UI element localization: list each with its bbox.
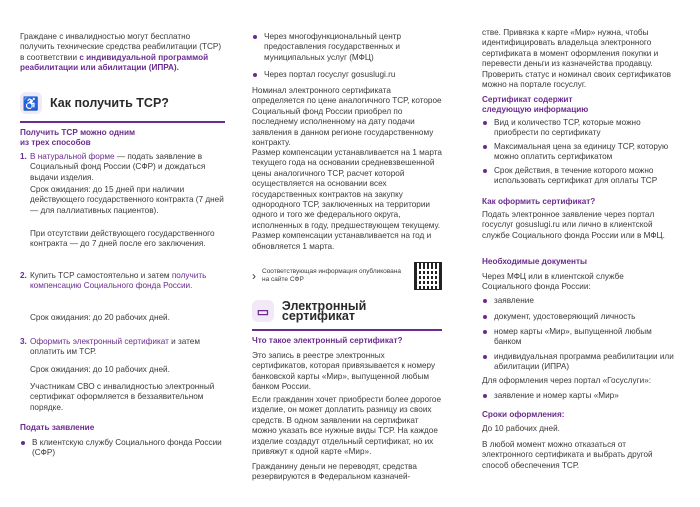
apply-item: В клиентскую службу Социального фонда России (СФР) [20,438,225,459]
qr-caption: Соответствующая информация опубликована на сайте СФР [262,268,401,283]
intro-plain: Граждане с инвалидностью могут бесплатно получить технические средства реабилитации (ТСР) в соответствии [20,32,222,62]
intro-highlight: с индивидуальной программой реабилитации или абилитации (ИПРА). [20,52,209,73]
way-2-number: 2. [20,271,27,280]
compensation-text: Размер компенсации устанавливается на 1 марта текущего года на основании средневзвешенной цены аналогичного ТСР, расчет которой осуществляется на основании всех государственных контрактов на закупку однородного ТСР, заключенных на территории одного и того же федерального округа, исполненных в году, предшествующем текущему. Размер компенсации устанавливается на год и обновляется 1 марта. [252,148,442,251]
terms-text: До 10 рабочих дней. [482,424,560,433]
doc-item: индивидуальная программа реабилитации или абилитации (ИПРА) [482,352,684,373]
docs-intro: Через МФЦ или в клиентской службе Социального фонда России: [482,272,624,292]
section-divider-certificate [252,329,442,331]
ways-heading-line2: из трех способов [20,138,91,148]
if-text: Если гражданин хочет приобрести более дорогое изделие, он может доплатить разницу из своих средств. В одном заявлении на сертификат можно указать все нужные виды ТСР. На каждое изделие создадут отдельный сертификат, но их привяжут к одной карте «Мир». [252,395,442,457]
way-1-term: Срок ожидания: до 15 дней при наличии действующего государственного контракта (7 дней — для паллиативных пациентов). [30,185,224,215]
way-1-number: 1. [20,152,27,161]
terms-heading: Сроки оформления: [482,410,565,419]
contains-heading [482,95,588,116]
way-3-number: 3. [20,337,27,346]
what-text: Это запись в реестре электронных сертификатов, которая привязывается к номеру банковской карты «Мир», выпущенной любым банком России. [252,351,436,392]
card-text: стве. Привязка к карте «Мир» нужна, чтобы идентифицировать владельца электронного сертификата в момент оформления покупки и перевести деньги из казначейства продавцу. Проверить статус и номинал своих сертификатов можно на портале госуслуг. [482,28,672,90]
portal-intro: Для оформления через портал «Госуслуги»: [482,376,652,385]
qr-block [252,262,442,290]
apply-item-portal: Через портал госуслуг gosuslugi.ru [252,70,442,80]
what-heading: Что такое электронный сертификат? [252,336,403,345]
way-2 [20,271,225,292]
contains-item: Максимальная цена за единицу ТСР, которую можно оплатить сертификатом [482,142,684,163]
doc-item: номер карты «Мир», выпущенной любым банком [482,327,674,348]
way-3-highlight: Оформить электронный сертификат [30,337,169,346]
contains-item: Вид и количество ТСР, которые можно приобрести по сертификату [482,118,684,139]
doc-item: заявление [482,296,684,306]
document-icon: ▭ [252,300,274,322]
how-text: Подать электронное заявление через портал госуслуг gosuslugi.ru или лично в клиентской службе Социального фонда России или в МФЦ. [482,210,665,240]
section-title: Как получить ТСР? [50,95,169,110]
how-heading: Как оформить сертификат? [482,197,596,206]
way-3 [20,337,225,358]
ways-heading [20,128,135,149]
ways-heading-line1: Получить ТСР можно одним [20,128,136,137]
docs-heading: Необходимые документы [482,257,587,266]
portal-doc-item: заявление и номер карты «Мир» [482,391,684,401]
way-2-highlight: получить компенсацию Социального фонда России. [30,271,207,291]
section-heading-how [20,92,169,114]
contains-item: Срок действия, в течение которого можно использовать сертификат для оплаты ТСР [482,166,684,187]
way-1-no-contract: При отсутствии действующего государственного контракта — до 7 дней после его заключения. [30,229,215,249]
contains-heading-line1: Сертификат содержит [482,95,573,104]
contains-heading-line2: следующую информацию [482,105,589,115]
nominal-text: Номинал электронного сертификата определяется по цене аналогичного ТСР, которое Социальный фонд России приобрел по последнему исполненному на дату подачи заявления в данном регионе государственному контракту. [252,86,442,148]
way-1-text: — подать заявление в Социальный фонд России (СФР) и дождаться выдачи изделия. [30,152,206,182]
way-3-term: Срок ожидания: до 10 рабочих дней. [30,365,170,374]
way-2-term: Срок ожидания: до 20 рабочих дней. [30,313,170,322]
apply-heading: Подать заявление [20,423,95,432]
way-1-highlight: В натуральной форме [30,152,115,161]
chevron-right-icon: › [252,268,256,283]
intro-text [20,32,225,74]
way-3-text: и затем оплатить им ТСР. [30,337,200,357]
accessibility-icon: ♿ [20,92,42,114]
way-2-text: Купить ТСР самостоятельно и затем [30,271,172,280]
qr-code[interactable] [414,262,442,290]
doc-item: документ, удостоверяющий личность [482,312,684,322]
refuse-text: В любой момент можно отказаться от электронного сертификата и выбрать другой способ обеспечения ТСР. [482,440,653,470]
money-text: Гражданину деньги не переводят, средства резервируются в Федеральном казначей- [252,462,417,482]
apply-item-mfc: Через многофункциональный центр предоставления государственных и муниципальных услуг (МФЦ) [252,32,442,63]
section-heading-certificate [252,300,442,322]
section-title-certificate: Электронный сертификат [281,298,367,323]
way-1 [20,152,225,183]
way-3-svo-note: Участникам СВО с инвалидностью электронный сертификат оформляется в беззаявительном порядке. [30,382,215,412]
section-divider [20,121,225,123]
